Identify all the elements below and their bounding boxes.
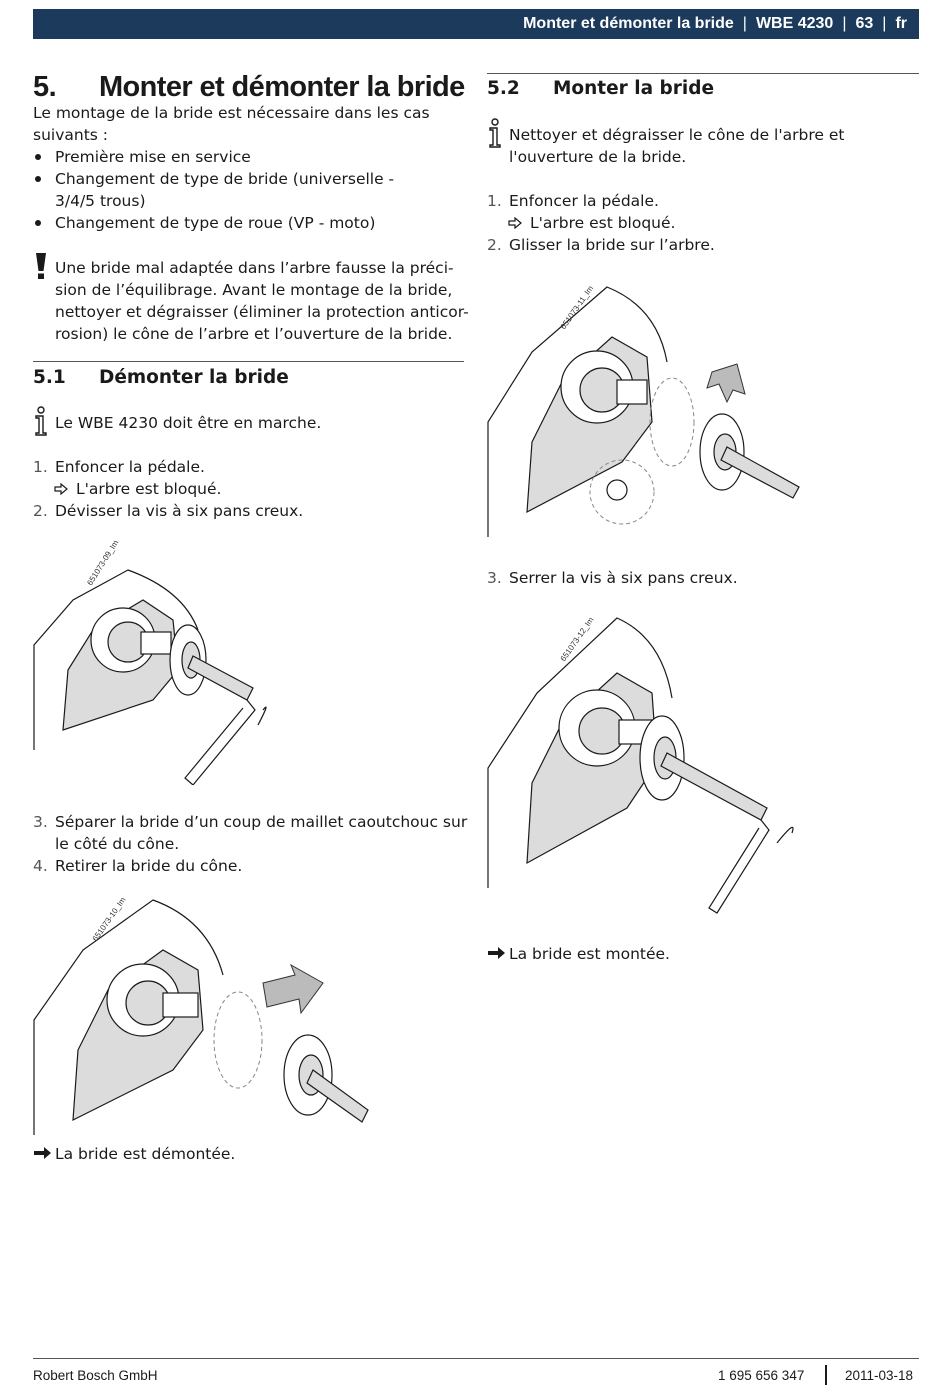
bullet-item: Première mise en service	[55, 148, 251, 166]
section-title: Monter la bride	[553, 78, 715, 99]
bullet-dot	[35, 176, 41, 182]
footer-doc-number: 1 695 656 347	[718, 1368, 805, 1383]
step-number: 2.	[487, 236, 502, 254]
figure-label: 651073-09_Im	[85, 538, 121, 587]
bullet-item: Changement de type de bride (universelle -	[55, 170, 395, 188]
arrow-right-icon	[33, 1146, 52, 1160]
footer-date: 2011-03-18	[845, 1368, 914, 1383]
footer-separator	[825, 1365, 827, 1385]
step-text-continuation: le côté du cône.	[55, 835, 180, 853]
step-number: 4.	[33, 857, 48, 875]
section-number: 5.1	[33, 367, 66, 388]
header-model: WBE 4230	[755, 15, 834, 32]
footer-rule	[33, 1358, 919, 1359]
info-icon	[487, 118, 503, 148]
chapter-number: 5.	[33, 71, 57, 103]
bullet-item-continuation: 3/4/5 trous)	[55, 192, 146, 210]
step-text: Séparer la bride d’un coup de maillet caoutchouc sur	[55, 813, 468, 831]
chapter-title: Monter et démonter la bride	[99, 71, 465, 103]
warning-line: rosion) le cône de l’arbre et l’ouverture de la bride.	[55, 325, 453, 343]
step-text: Serrer la vis à six pans creux.	[509, 569, 738, 587]
figure-remove-flange	[33, 895, 378, 1140]
info-note-continuation: l'ouverture de la bride.	[509, 148, 687, 166]
bullet-dot	[35, 154, 41, 160]
page-header: Monter et démonter la bride | WBE 4230 | 63 | fr	[33, 9, 919, 39]
info-note: Le WBE 4230 doit être en marche.	[55, 414, 322, 432]
step-text: Retirer la bride du cône.	[55, 857, 243, 875]
arrow-right-icon	[487, 946, 506, 960]
step-number: 1.	[33, 458, 48, 476]
section-number: 5.2	[487, 78, 520, 99]
section-divider	[33, 361, 464, 362]
exclamation-icon	[33, 252, 49, 280]
figure-slide-flange	[487, 282, 807, 540]
result-text: La bride est démontée.	[55, 1145, 236, 1163]
bullet-item: Changement de type de roue (VP - moto)	[55, 214, 376, 232]
bullet-dot	[35, 220, 41, 226]
figure-label: 651073-11_Im	[558, 284, 596, 331]
step-number: 3.	[487, 569, 502, 587]
step-number: 1.	[487, 192, 502, 210]
info-icon	[33, 406, 49, 436]
warning-line: nettoyer et dégraisser (éliminer la protection anticor-	[55, 303, 469, 321]
step-result: L'arbre est bloqué.	[76, 480, 222, 498]
figure-tighten-flange	[487, 608, 805, 920]
intro-line-1: Le montage de la bride est nécessaire dans les cas	[33, 104, 430, 122]
section-title: Démonter la bride	[99, 367, 289, 388]
header-language: fr	[895, 15, 907, 32]
warning-line: Une bride mal adaptée dans l’arbre fausse la préci-	[55, 259, 454, 277]
step-text: Glisser la bride sur l’arbre.	[509, 236, 715, 254]
step-text: Dévisser la vis à six pans creux.	[55, 502, 304, 520]
warning-line: sion de l’équilibrage. Avant le montage de la bride,	[55, 281, 453, 299]
outline-arrow-icon	[508, 217, 522, 229]
header-page-number: 63	[855, 15, 874, 32]
section-divider	[487, 73, 919, 74]
figure-label: 651073-10_Im	[90, 895, 128, 943]
step-text: Enfoncer la pédale.	[509, 192, 659, 210]
info-note: Nettoyer et dégraisser le cône de l'arbre et	[509, 126, 845, 144]
figure-unscrew-flange	[33, 560, 293, 785]
intro-line-2: suivants :	[33, 126, 109, 144]
figure-label: 651073-12_Im	[558, 615, 596, 663]
outline-arrow-icon	[54, 483, 68, 495]
step-result: L'arbre est bloqué.	[530, 214, 676, 232]
header-section: Monter et démonter la bride	[523, 15, 734, 32]
step-number: 2.	[33, 502, 48, 520]
step-text: Enfoncer la pédale.	[55, 458, 205, 476]
result-text: La bride est montée.	[509, 945, 670, 963]
footer-company: Robert Bosch GmbH	[33, 1368, 158, 1383]
step-number: 3.	[33, 813, 48, 831]
